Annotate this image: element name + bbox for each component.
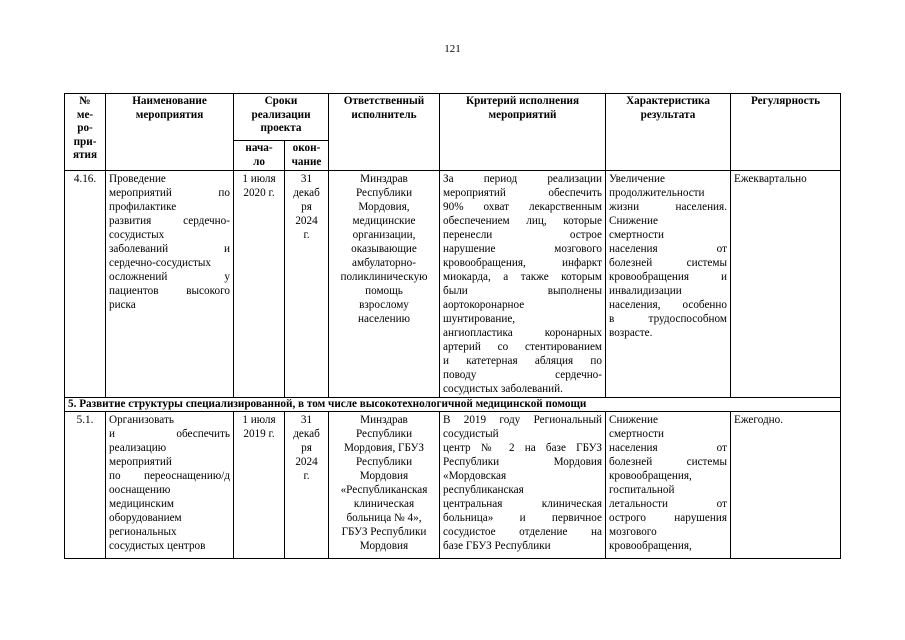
cell-line: сердечно-сосудистых [109, 257, 212, 269]
cell-line: в трудоспособном [609, 313, 727, 325]
cell-line: мероприятия [135, 108, 204, 121]
cell-line: амбулаторно- [352, 257, 416, 269]
cell-line: Республики Мордовия [443, 456, 602, 468]
cell-line: Мордовия, ГБУЗ [344, 442, 424, 454]
cell-line: развития сердечно- [109, 215, 230, 227]
cell-line: ГБУЗ Республики [341, 526, 427, 538]
cell-line: кровообращения, инфаркт [443, 257, 602, 269]
row-criterion [440, 412, 606, 559]
cell-line: 1 июля [242, 173, 276, 185]
cell-line: сосудистый [443, 428, 499, 440]
cell-line: населения от [609, 243, 727, 255]
cell-line: ооснащению [109, 484, 171, 496]
cell-line: мероприятий [109, 456, 172, 468]
cell-line: Характеристика [626, 95, 710, 107]
cell-line: мероприятий по [109, 187, 230, 199]
cell-line: ря [301, 442, 312, 454]
cell-line: ло [253, 155, 265, 168]
cell-line: жизни населения. [609, 201, 727, 213]
activities-table [64, 93, 841, 559]
cell-line: медицинским [109, 498, 175, 510]
cell-line: летальности от [609, 498, 727, 510]
cell-line: Снижение [609, 414, 658, 426]
cell-line: 2024 [295, 215, 318, 227]
row-regularity: Ежеквартально [731, 171, 841, 398]
cell-line: реализацию [109, 442, 167, 454]
cell-line: населению [358, 313, 410, 325]
header-name [106, 94, 234, 171]
cell-line: населения, особенно [609, 299, 727, 311]
cell-line: заболеваний и [109, 243, 230, 255]
cell-line: 31 [300, 173, 313, 185]
cell-line: реализации [251, 108, 311, 121]
cell-line: результата [640, 108, 696, 121]
cell-line: Снижение [609, 215, 658, 227]
cell-line: артерий со стентированием [443, 341, 602, 353]
cell-line: г. [303, 229, 310, 241]
header-criterion [440, 94, 606, 171]
cell-line: миокарда, а также которым [443, 271, 602, 283]
cell-line: организации, [352, 229, 416, 241]
header-regularity: Регулярность [731, 94, 841, 171]
cell-line: региональных [109, 526, 177, 538]
cell-line: больница» и первичное [443, 512, 602, 524]
row-name [106, 171, 234, 398]
cell-line: центральная клиническая [443, 498, 602, 510]
cell-line: декаб [293, 428, 320, 440]
cell-line: перенесли острое [443, 229, 602, 241]
cell-line: сосудистое отделение на [443, 526, 602, 538]
cell-line: больница № 4», [346, 512, 422, 524]
cell-line: взрослому [359, 299, 409, 311]
cell-line: Организовать [109, 414, 174, 426]
header-terms [234, 94, 329, 141]
cell-line: чание [291, 155, 322, 168]
cell-line: центр № 2 на базе ГБУЗ [443, 442, 602, 454]
row-num: 4.16. [65, 171, 106, 398]
cell-line: аортокоронарное [443, 299, 525, 311]
cell-line: Республики [355, 428, 413, 440]
cell-line: нача- [245, 142, 273, 154]
cell-line: ро- [77, 122, 93, 134]
cell-line: 90% охват лекарственным [443, 201, 602, 213]
cell-line: проекта [260, 122, 302, 134]
row-start [234, 412, 285, 559]
cell-line: нарушение мозгового [443, 243, 602, 255]
cell-line: Проведение [109, 173, 166, 185]
cell-line: осложнений у [109, 271, 230, 283]
page-number: 121 [444, 43, 461, 55]
cell-line: оказывающие [351, 243, 417, 255]
cell-line: базе ГБУЗ Республики [443, 540, 551, 552]
cell-line: мероприятий [488, 108, 557, 121]
cell-line: населения от [609, 442, 727, 454]
cell-line: Мордовия, [358, 201, 410, 213]
cell-line: болезней системы [609, 257, 727, 269]
cell-line: мозгового [609, 526, 657, 538]
cell-line: были выполнены [443, 285, 602, 297]
cell-line: 31 [300, 414, 313, 426]
cell-line: Мордовия [359, 540, 409, 552]
cell-line: болезней системы [609, 456, 727, 468]
cell-line: сосудистых [109, 229, 165, 241]
cell-line: республиканская [443, 484, 524, 496]
cell-line: ангиопластика коронарных [443, 327, 602, 339]
cell-line: риска [109, 299, 136, 311]
cell-line: За период реализации [443, 173, 602, 185]
header-start [234, 141, 285, 171]
cell-line: смертности [609, 229, 665, 241]
cell-line: Минздрав [360, 173, 408, 185]
cell-line: 2020 г. [243, 187, 275, 199]
cell-line: окон- [292, 142, 321, 154]
row-name [106, 412, 234, 559]
cell-line: поводу сердечно- [443, 369, 602, 381]
cell-line: профилактике [109, 201, 177, 213]
row-responsible [329, 412, 440, 559]
cell-line: ме- [76, 108, 94, 121]
table-row [65, 171, 841, 398]
cell-line: ятия [72, 149, 98, 161]
cell-line: помощь [365, 285, 403, 297]
section-row [65, 398, 841, 412]
section-title: 5. Развитие структуры специализированной, в том числе высокотехнологичной медицинской помощи [65, 398, 841, 412]
cell-line: по переоснащению/д [109, 470, 230, 482]
cell-line: Республики [355, 456, 413, 468]
row-result [606, 412, 731, 559]
row-start [234, 171, 285, 398]
cell-line: инвалидизации [609, 285, 682, 297]
cell-line: исполнитель [351, 108, 417, 121]
row-num: 5.1. [65, 412, 106, 559]
cell-line: возрасте. [609, 327, 653, 339]
cell-line: смертности [609, 428, 665, 440]
cell-line: продолжительности [609, 187, 705, 199]
cell-line: 2019 г. [243, 428, 275, 440]
row-end [285, 171, 329, 398]
cell-line: мероприятий обеспечить [443, 187, 602, 199]
cell-line: обеспечением лиц, которые [443, 215, 602, 227]
cell-line: при- [73, 135, 97, 148]
cell-line: госпитальной [609, 484, 675, 496]
cell-line: Сроки [264, 95, 298, 107]
cell-line: № [79, 95, 91, 107]
cell-line: сосудистых заболеваний. [443, 383, 563, 395]
cell-line: пациентов высокого [109, 285, 230, 297]
cell-line: Мордовия [359, 470, 409, 482]
cell-line: г. [303, 470, 310, 482]
cell-line: В 2019 году Региональный [443, 414, 602, 426]
header-responsible [329, 94, 440, 171]
cell-line: 1 июля [242, 414, 276, 426]
cell-line: кровообращения, [609, 470, 692, 482]
header-end [285, 141, 329, 171]
cell-line: Наименование [132, 95, 207, 107]
cell-line: кровообращения и [609, 271, 727, 283]
cell-line: «Республиканская [340, 484, 428, 496]
cell-line: кровообращения, [609, 540, 692, 552]
row-result [606, 171, 731, 398]
cell-line: 2024 [295, 456, 318, 468]
cell-line: и обеспечить [109, 428, 230, 440]
cell-line: поликлиническую [340, 271, 428, 283]
cell-line: «Мордовская [443, 470, 507, 482]
cell-line: шунтирование, [443, 313, 516, 325]
cell-line: острого нарушения [609, 512, 727, 524]
cell-line: ря [301, 201, 312, 213]
header-row [65, 94, 841, 141]
cell-line: оборудованием [109, 512, 182, 524]
cell-line: декаб [293, 187, 320, 199]
cell-line: Критерий исполнения [465, 95, 580, 107]
cell-line: клиническая [353, 498, 415, 510]
cell-line: сосудистых центров [109, 540, 206, 552]
row-end [285, 412, 329, 559]
cell-line: Республики [355, 187, 413, 199]
header-result [606, 94, 731, 171]
table-row [65, 412, 841, 559]
row-criterion [440, 171, 606, 398]
row-responsible [329, 171, 440, 398]
cell-line: и катетерная абляция по [443, 355, 602, 367]
cell-line: Увеличение [609, 173, 665, 185]
cell-line: Ответственный [343, 95, 425, 107]
cell-line: медицинские [352, 215, 416, 227]
header-num [65, 94, 106, 171]
cell-line: Минздрав [360, 414, 408, 426]
row-regularity: Ежегодно. [731, 412, 841, 559]
